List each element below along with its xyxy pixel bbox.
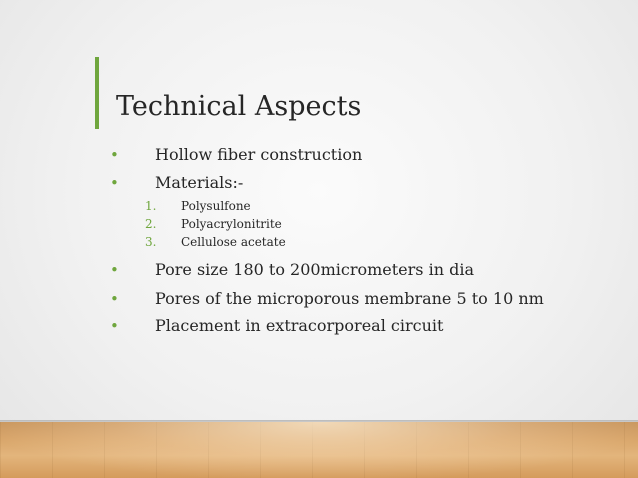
material-list-item [0,216,600,233]
bullet-item [0,259,600,281]
material-number: 1. [145,199,157,213]
bullet-text: Pore size 180 to 200micrometers in dia [155,260,474,279]
bullet-marker: • [110,174,119,192]
bullet-text: Placement in extracorporeal circuit [155,316,444,335]
bullet-marker: • [110,146,119,164]
slide-title: Technical Aspects [116,91,362,122]
material-text: Cellulose acetate [181,235,286,249]
material-text: Polyacrylonitrite [181,217,282,231]
material-number: 2. [145,217,157,231]
material-number: 3. [145,235,157,249]
bullet-text: Hollow fiber construction [155,145,363,164]
material-list-item [0,198,600,215]
bullet-item [0,288,600,310]
material-text: Polysulfone [181,199,251,213]
floor-light-reflection [0,422,638,478]
bullet-marker: • [110,317,119,335]
bullet-text: Pores of the microporous membrane 5 to 10 nm [155,289,544,308]
bullet-marker: • [110,290,119,308]
material-list-item [0,234,600,251]
wood-floor [0,422,638,478]
bullet-item [0,315,600,337]
bullet-item [0,144,600,166]
bullet-item [0,172,600,194]
bullet-text: Materials:- [155,173,244,192]
bullet-marker: • [110,261,119,279]
